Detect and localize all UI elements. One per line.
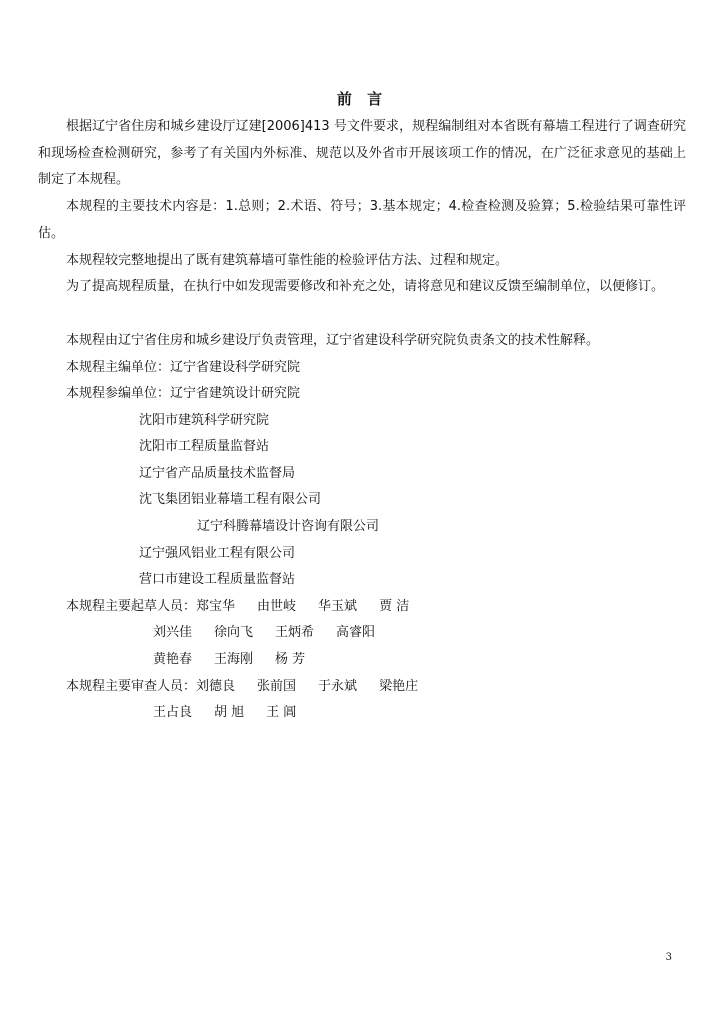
participating-unit: 沈阳市建筑科学研究院	[139, 413, 270, 428]
person-name: 高睿阳	[336, 625, 376, 640]
chief-unit: 本规程主编单位：辽宁省建设科学研究院	[66, 360, 301, 375]
drafters-row	[66, 594, 431, 620]
paragraph-basis: 根据辽宁省住房和城乡建设厅辽建[2006]413 号文件要求，规程编制组对本省既有幕墙工程进行了调查研究和现场检查检测研究，参考了有关国内外标准、规范以及外省市开展该项工作的情况，在广泛征求意见的基础上制定了本规程。	[38, 119, 686, 187]
paragraph-feedback: 为了提高规程质量，在执行中如发现需要修改和补充之处，请将意见和建议反馈至编制单位，以便修订。	[66, 279, 665, 294]
person-name: 王炳希	[275, 625, 315, 640]
participating-unit: 沈飞集团铝业幕墙工程有限公司	[139, 492, 322, 507]
drafters-row	[153, 620, 397, 646]
drafters-row	[153, 647, 327, 673]
person-name: 王占良	[153, 705, 193, 720]
person-name: 刘德良	[196, 679, 236, 694]
person-name: 贾 洁	[379, 599, 410, 614]
person-name: 刘兴佳	[153, 625, 193, 640]
person-name: 王 阊	[266, 705, 297, 720]
participating-unit: 辽宁省产品质量技术监督局	[139, 466, 296, 481]
participating-unit: 沈阳市工程质量监督站	[139, 439, 270, 454]
participating-unit-label: 本规程参编单位：辽宁省建筑设计研究院	[66, 386, 301, 401]
participating-unit: 辽宁强风铝业工程有限公司	[139, 546, 296, 561]
paragraph-contents: 本规程的主要技术内容是：1.总则；2.术语、符号；3.基本规定；4.检查检测及验算；5.检验结果可靠性评估。	[38, 199, 686, 241]
page-title: 前 言	[336, 90, 388, 108]
paragraph-summary: 本规程较完整地提出了既有建筑幕墙可靠性能的检验评估方法、过程和规定。	[66, 253, 509, 268]
person-name: 由世岐	[257, 599, 297, 614]
person-name: 黄艳春	[153, 652, 193, 667]
page-number: 3	[665, 952, 672, 963]
drafters-label: 本规程主要起草人员：	[66, 599, 197, 614]
person-name: 梁艳庄	[379, 679, 419, 694]
person-name: 于永斌	[318, 679, 358, 694]
paragraph-management: 本规程由辽宁省住房和城乡建设厅负责管理，辽宁省建设科学研究院负责条文的技术性解释。	[66, 333, 600, 348]
participating-unit: 辽宁科腾幕墙设计咨询有限公司	[197, 519, 380, 534]
reviewers-label: 本规程主要审查人员：	[66, 679, 197, 694]
reviewers-row	[66, 674, 440, 700]
person-name: 胡 旭	[214, 705, 245, 720]
person-name: 杨 芳	[275, 652, 306, 667]
reviewers-row	[153, 700, 318, 726]
person-name: 徐向飞	[214, 625, 254, 640]
person-name: 郑宝华	[196, 599, 236, 614]
participating-unit: 营口市建设工程质量监督站	[139, 572, 296, 587]
person-name: 王海刚	[214, 652, 254, 667]
person-name: 华玉斌	[318, 599, 358, 614]
person-name: 张前国	[257, 679, 297, 694]
